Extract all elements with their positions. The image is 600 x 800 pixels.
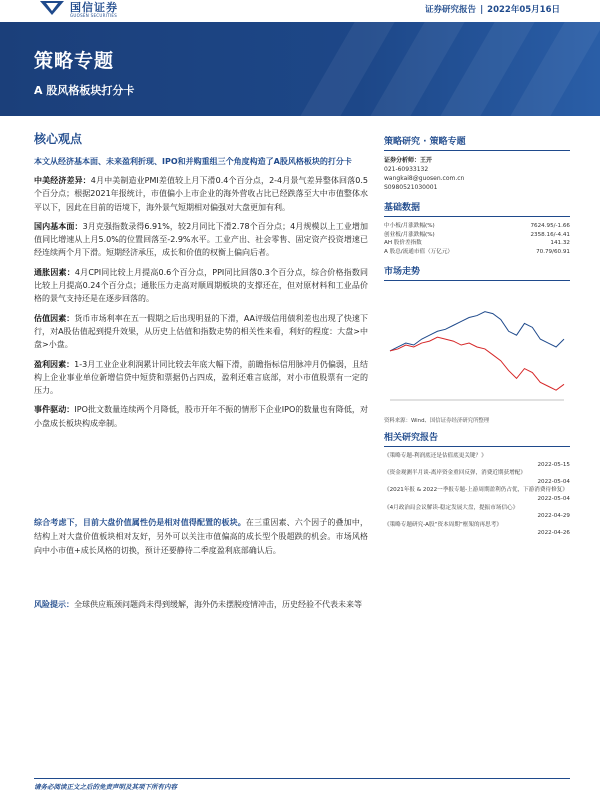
series-line-上证综指 — [390, 312, 564, 351]
para-inflation: 通胀因素：4月CPI同比较上月提高0.6个百分点，PPI同比回落0.3个百分点，综合价格指数同比较上月提高0.24个百分点；通胀压力走高对顺周期板块的支撑还在，但对原材料和工业品价格的景气支持还是在逐步回落的。 — [34, 267, 369, 304]
basic-data-row: 创业板/月涨跌幅(%) 2358.16/-4.41 — [384, 231, 570, 238]
basic-data-row: A 股总/流通市值（万亿元） 70.79/60.91 — [384, 248, 570, 255]
related-item[interactable]: 《2021年报 & 2022一季报专题-上游周期盈利仍占优，下游消费待修复》 2022-05-04 — [384, 487, 570, 502]
analyst-license: S0980521030001 — [384, 184, 438, 191]
basic-data-row: 中小板/月涨跌幅(%) 7624.95/-1.66 — [384, 223, 570, 229]
core-section — [34, 130, 368, 436]
conclusion — [34, 516, 368, 558]
core-title: 核心观点 — [34, 132, 83, 146]
company-logo — [40, 0, 118, 20]
divider — [384, 446, 570, 447]
para-domestic: 国内基本面：3月克强指数录得6.91%，较2月同比下滑2.78个百分点；4月规模以上工业增加值同比增速从上月5.0%的位置回落至-2.9%水平。工业产出、社会零售、固定资产投资增速已经连续两个月下滑。短期经济承压，成长和价值的权衡上偏向后者。 — [34, 221, 369, 258]
related-item[interactable]: 《策略专题研究-A股“资本周期”框架的再思考》 2022-04-26 — [384, 521, 570, 537]
logo-en: GUOSEN SECURITIES — [70, 13, 118, 18]
sidebar — [384, 134, 570, 538]
related-title: 相关研究报告 — [384, 433, 439, 443]
risk-lead: 风险提示： — [34, 600, 74, 609]
analyst-info: 证券分析师：王开 021-60933132 wangkai8@guosen.com.cn S0980521030001 — [384, 156, 570, 192]
risk-text: 全球供应瓶颈问题尚未得到缓解，海外仍未摆脱疫情冲击，历史经验不代表未来等 — [74, 600, 362, 609]
divider — [384, 150, 570, 151]
basic-data-title: 基础数据 — [384, 203, 421, 213]
divider — [384, 280, 570, 281]
risk-warning — [34, 598, 368, 612]
analyst-phone: 021-60933132 — [384, 166, 429, 173]
analyst-email[interactable]: wangkai8@guosen.com.cn — [384, 175, 465, 182]
para-earnings: 盈利因素：1-3月工业企业利润累计同比较去年底大幅下滑，前瞻指标信用脉冲月仍偏弱，且结构上企业事业单位新增信贷中短贷和票据仍占四成，盈利还难言底部，对小市值股票有一定的压力。 — [34, 359, 368, 396]
top-header — [0, 0, 600, 22]
conclusion-lead: 综合考虑下，目前大盘价值属性仍是相对值得配置的板块。 — [34, 518, 246, 527]
divider — [384, 216, 570, 217]
report-type: 证券研究报告 — [425, 5, 477, 15]
related-item[interactable]: 《策略专题-利润底还是估值底更关键？》 2022-05-15 — [384, 453, 570, 468]
footer-disclaimer: 请务必阅读正文之后的免责声明及其项下所有内容 — [34, 778, 570, 791]
analyst-name: 王开 — [420, 157, 433, 164]
chart-source: 资料来源：Wind、国信证券经济研究所整理 — [384, 418, 490, 424]
conclusion-text: 在三重因素、六个因子的叠加中，结构上对大盘价值板块相对友好，另外可以关注市值偏高的成长型个股超跌的机会。市场风格向中小市值+成长风格的切换，预计还要静待二季度盈利底部确认后。 — [34, 518, 369, 555]
page-subtitle: A 股风格板块打分卡 — [34, 84, 135, 97]
report-date: 2022年05月16日 — [487, 5, 560, 15]
market-trend-chart — [384, 286, 570, 414]
para-economy-diff: 中美经济差异：4月中美制造业PMI差值较上月下滑0.4个百分点，2-4月景气差异整体回落0.5个百分点；根据2021年报统计，市值偏小上市企业的海外营收占比已经跌落至大中市值整体水平以下，因此在目前的语境下，海外景气短期相对偏强对大盘更加有利。 — [34, 176, 368, 212]
sidebar-category: 策略研究 · 策略专题 — [384, 137, 466, 147]
related-item[interactable]: 《资金观测半月谈-离岸资金重回反弹，消费近期获增配》 2022-05-04 — [384, 470, 570, 485]
para-events: 事件驱动：IPO批文数量连续两个月降低，股市开年不振的情形下企业IPO的数量也有降低，对小盘成长板块构成牵制。 — [34, 405, 368, 428]
report-meta: 证券研究报告 | 2022年05月16日 — [425, 5, 560, 15]
related-list — [384, 452, 570, 538]
logo-mark-icon — [40, 1, 64, 19]
logo-cn: 国信证券 — [70, 1, 118, 14]
basic-data-list — [384, 222, 570, 256]
title-banner — [0, 22, 600, 116]
basic-data-row: AH 股价差指数 141.32 — [384, 240, 570, 246]
core-summary: 本文从经济基本面、未来盈利折现、IPO和并购重组三个角度构造了A股风格板块的打分卡 — [34, 157, 352, 166]
related-item[interactable]: 《4月政治局会议解读-稳定发展大盘，提振市场信心》 2022-04-29 — [384, 504, 570, 520]
page-title: 策略专题 — [34, 50, 115, 72]
market-trend-title: 市场走势 — [384, 267, 421, 277]
para-valuation: 估值因素：货币市场利率在五一假期之后出现明显的下滑，AA评级信用债利差也出现了快速下行，对A股估值起到提升效果，从历史上估值和指数走势的相关性来看，利好的程度：大盘>中盘>小盘。 — [34, 313, 368, 350]
trend-chart-svg — [384, 286, 570, 414]
series-line-沪深300 — [390, 337, 564, 390]
